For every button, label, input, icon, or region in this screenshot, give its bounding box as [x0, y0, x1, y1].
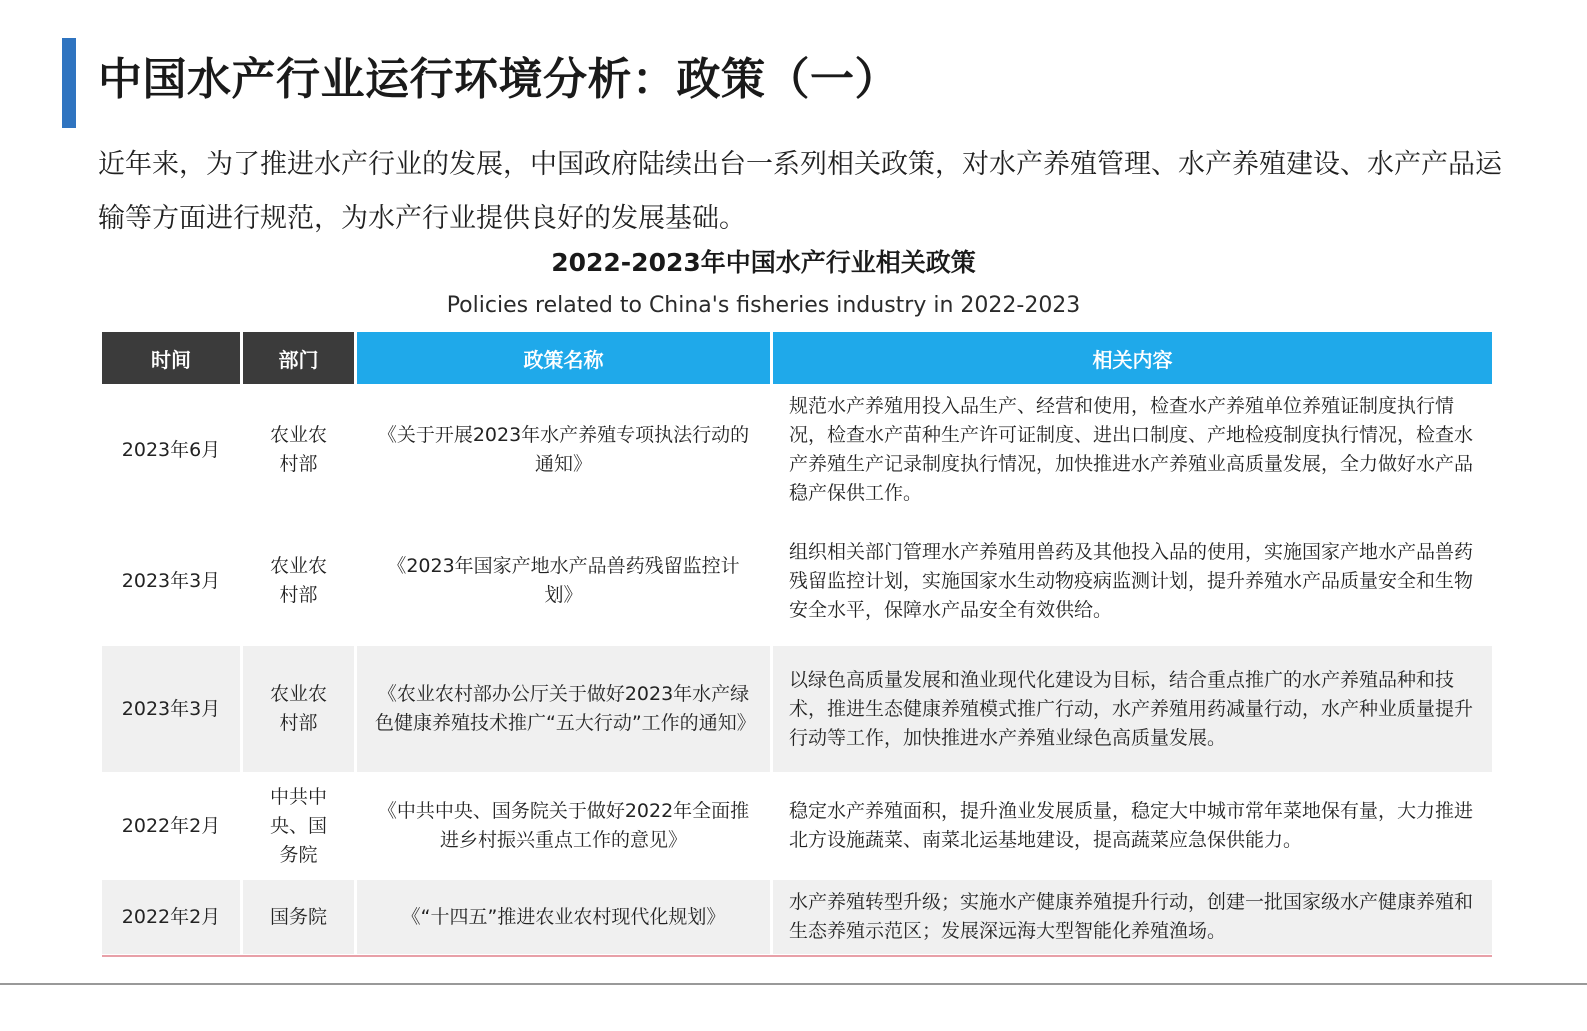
title-accent-bar: [62, 38, 76, 128]
row-dept-text: 中共中央、国务院: [269, 785, 327, 866]
table-header-row: [102, 332, 1492, 384]
header-policy-name: 政策名称: [357, 332, 773, 384]
row-policy-name: 《中共中央、国务院关于做好2022年全面推进乡村振兴重点工作的意见》: [357, 772, 773, 880]
intro-paragraph: 近年来，为了推进水产行业的发展，中国政府陆续出台一系列相关政策，对水产养殖管理、水产养殖建设、水产产品运输等方面进行规范，为水产行业提供良好的发展基础。: [98, 149, 1502, 234]
row-dept-text: 农业农村部: [269, 424, 327, 475]
row-policy-name: 《关于开展2023年水产养殖专项执法行动的通知》: [357, 384, 773, 516]
row-policy-name: 《2023年国家产地水产品兽药残留监控计划》: [357, 516, 773, 646]
row-date: 2023年6月: [102, 384, 243, 516]
row-policy-name: 《农业农村部办公厅关于做好2023年水产绿色健康养殖技术推广“五大行动”工作的通知》: [357, 646, 773, 772]
table-row: [102, 880, 1492, 954]
row-dept: [243, 516, 357, 646]
page-title: 中国水产行业运行环境分析：政策（一）: [98, 54, 899, 105]
row-date: 2022年2月: [102, 880, 243, 954]
row-policy-name: 《“十四五”推进农业农村现代化规划》: [357, 880, 773, 954]
row-date: 2023年3月: [102, 516, 243, 646]
table-row: [102, 646, 1492, 772]
header-content: 相关内容: [773, 332, 1492, 384]
row-date: 2022年2月: [102, 772, 243, 880]
row-dept: 国务院: [243, 880, 357, 954]
policy-table: [102, 332, 1492, 954]
row-date: 2023年3月: [102, 646, 243, 772]
row-content: 组织相关部门管理水产养殖用兽药及其他投入品的使用，实施国家产地水产品兽药残留监控计划，实施国家水生动物疫病监测计划，提升养殖水产品质量安全和生物安全水平，保障水产品安全有效供给。: [773, 516, 1492, 646]
row-dept: [243, 384, 357, 516]
row-dept: [243, 772, 357, 880]
header-dept: 部门: [243, 332, 357, 384]
row-content: 稳定水产养殖面积，提升渔业发展质量，稳定大中城市常年菜地保有量，大力推进北方设施蔬菜、南菜北运基地建设，提高蔬菜应急保供能力。: [773, 772, 1492, 880]
row-dept: [243, 646, 357, 772]
table-row: [102, 384, 1492, 516]
row-dept-text: 农业农村部: [269, 683, 327, 734]
row-content: 以绿色高质量发展和渔业现代化建设为目标，结合重点推广的水产养殖品种和技术，推进生态健康养殖模式推广行动，水产养殖用药减量行动，水产种业质量提升行动等工作，加快推进水产养殖业绿色高质量发展。: [773, 646, 1492, 772]
table-bottom-line: [102, 955, 1492, 957]
table-subtitle: Policies related to China's fisheries industry in 2022-2023: [446, 293, 1081, 318]
table-title: 2022-2023年中国水产行业相关政策: [551, 248, 976, 277]
header-date: 时间: [102, 332, 243, 384]
row-dept-text: 农业农村部: [269, 555, 327, 606]
table-row: [102, 516, 1492, 646]
page-footer-rule: [0, 983, 1587, 985]
row-content: 水产养殖转型升级；实施水产健康养殖提升行动，创建一批国家级水产健康养殖和生态养殖示范区；发展深远海大型智能化养殖渔场。: [773, 880, 1492, 954]
table-row: [102, 772, 1492, 880]
row-content: 规范水产养殖用投入品生产、经营和使用，检查水产养殖单位养殖证制度执行情况，检查水产苗种生产许可证制度、进出口制度、产地检疫制度执行情况，检查水产养殖生产记录制度执行情况，加快推进水产养殖业高质量发展，全力做好水产品稳产保供工作。: [773, 384, 1492, 516]
